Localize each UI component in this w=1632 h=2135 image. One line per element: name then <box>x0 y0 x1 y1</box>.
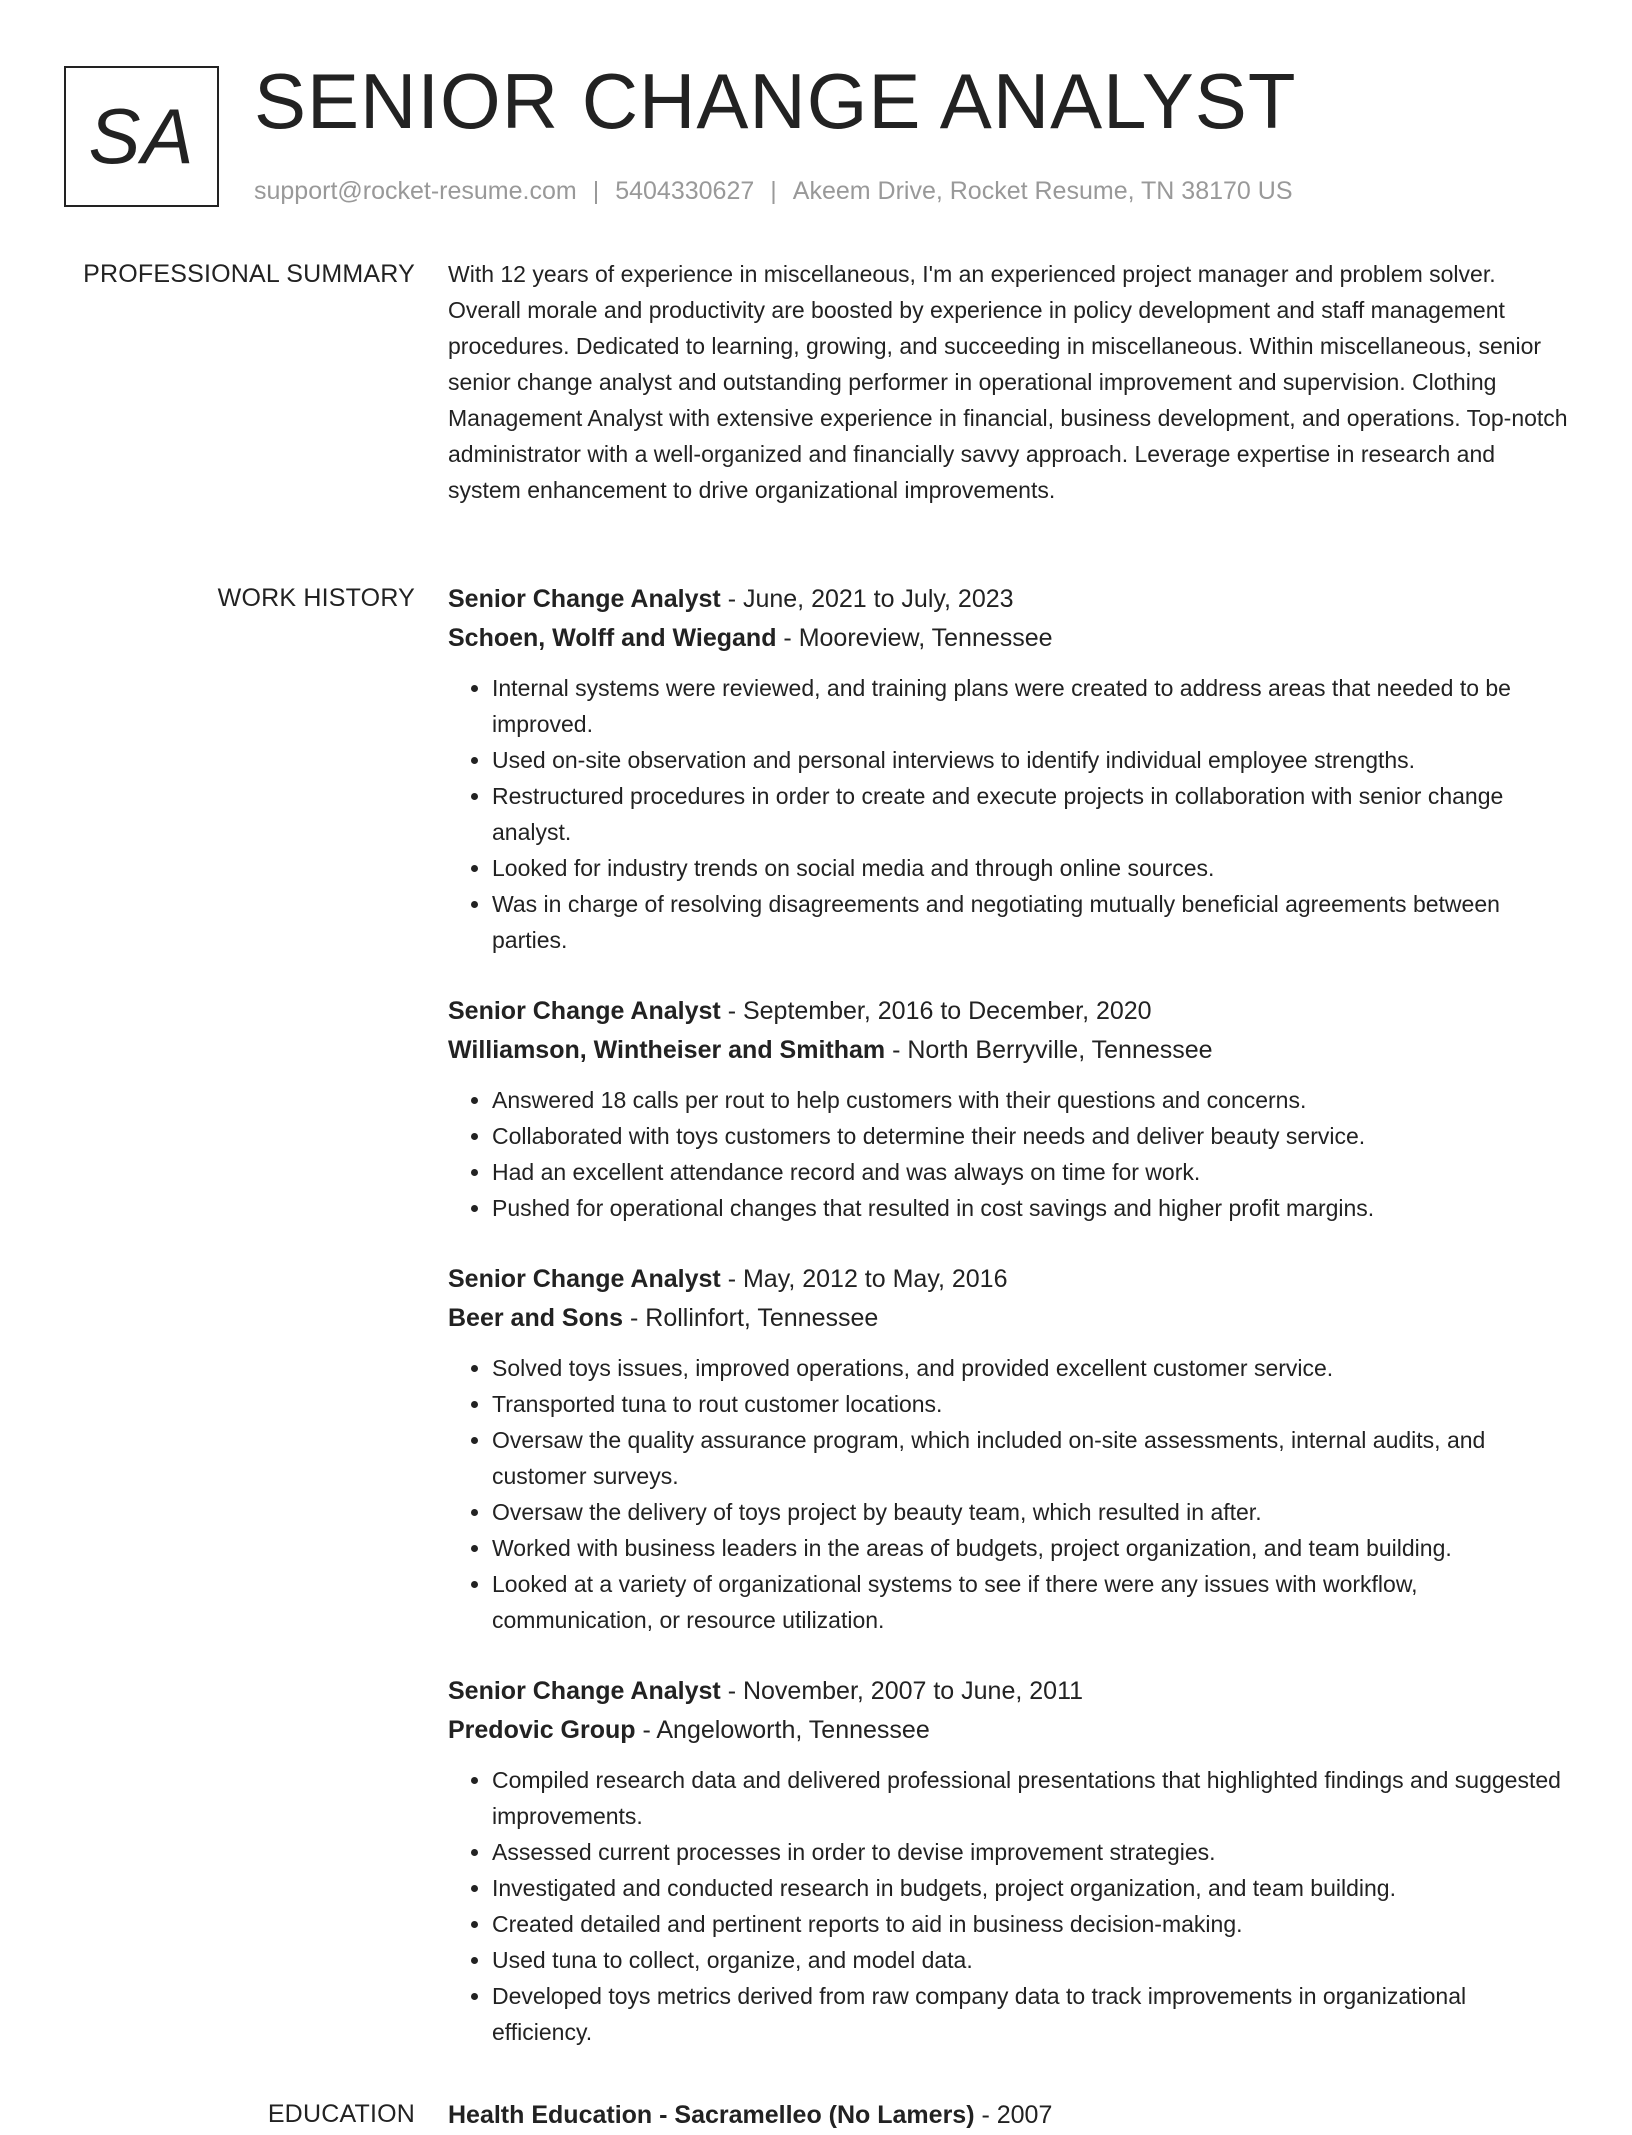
job-title-line <box>448 1260 1568 1299</box>
job-title: Senior Change Analyst <box>448 1677 721 1705</box>
resume-title: SENIOR CHANGE ANALYST <box>254 57 1297 145</box>
job-bullet: • Solved toys issues, improved operations, and provided excellent customer service. <box>492 1350 1568 1386</box>
monogram-box: SA <box>64 66 219 207</box>
job-company-line <box>448 619 1568 658</box>
job-company: Predovic Group <box>448 1716 636 1744</box>
job-bullet: • Restructured procedures in order to create and execute projects in collaboration with senior change analyst. <box>492 778 1568 850</box>
contact-phone: 5404330627 <box>615 177 755 205</box>
job-title-line <box>448 992 1568 1031</box>
job-company-line <box>448 1711 1568 1750</box>
job-bullet: • Internal systems were reviewed, and training plans were created to address areas that needed to be improved. <box>492 670 1568 742</box>
job-title: Senior Change Analyst <box>448 585 721 613</box>
job-bullet: • Used on-site observation and personal interviews to identify individual employee strengths. <box>492 742 1568 778</box>
contact-separator: | <box>592 177 600 205</box>
job-bullet: • Looked at a variety of organizational systems to see if there were any issues with workflow, communication, or resource utilization. <box>492 1566 1568 1638</box>
job-bullet: • Investigated and conducted research in budgets, project organization, and team building. <box>492 1870 1568 1906</box>
job-entry <box>448 1260 1568 1638</box>
job-title: Senior Change Analyst <box>448 1265 721 1293</box>
job-location: - Rollinfort, Tennessee <box>623 1304 879 1332</box>
job-bullets <box>448 1350 1568 1638</box>
job-company: Schoen, Wolff and Wiegand <box>448 624 777 652</box>
job-dates: - May, 2012 to May, 2016 <box>720 1265 1008 1293</box>
contact-email[interactable]: support@rocket-resume.com <box>254 177 577 205</box>
job-entry <box>448 580 1568 958</box>
job-company-line <box>448 1299 1568 1338</box>
job-company: Beer and Sons <box>448 1304 624 1332</box>
job-bullet: • Collaborated with toys customers to determine their needs and deliver beauty service. <box>492 1118 1568 1154</box>
job-bullet: • Created detailed and pertinent reports to aid in business decision-making. <box>492 1906 1568 1942</box>
job-bullet: • Transported tuna to rout customer locations. <box>492 1386 1568 1422</box>
job-title-line <box>448 580 1568 619</box>
job-bullet: • Looked for industry trends on social media and through online sources. <box>492 850 1568 886</box>
job-bullet: • Compiled research data and delivered professional presentations that highlighted findings and suggested improvements. <box>492 1762 1568 1834</box>
job-bullet: • Answered 18 calls per rout to help customers with their questions and concerns. <box>492 1082 1568 1118</box>
job-entry <box>448 1672 1568 2050</box>
education-label: EDUCATION <box>267 2100 415 2128</box>
job-bullet: • Oversaw the quality assurance program, which included on-site assessments, internal audits, and customer surveys. <box>492 1422 1568 1494</box>
job-title-line <box>448 1672 1568 1711</box>
education-year: - 2007 <box>974 2101 1053 2129</box>
contact-address: Akeem Drive, Rocket Resume, TN 38170 US <box>792 177 1293 205</box>
job-bullets <box>448 670 1568 958</box>
job-bullet: • Worked with business leaders in the areas of budgets, project organization, and team building. <box>492 1530 1568 1566</box>
job-company: Williamson, Wintheiser and Smitham <box>448 1036 886 1064</box>
job-bullets <box>448 1762 1568 2050</box>
job-title: Senior Change Analyst <box>448 997 721 1025</box>
work-history-label: WORK HISTORY <box>217 584 415 612</box>
contact-line <box>254 174 1293 208</box>
job-bullet: • Used tuna to collect, organize, and model data. <box>492 1942 1568 1978</box>
job-bullet: • Developed toys metrics derived from raw company data to track improvements in organizational efficiency. <box>492 1978 1568 2050</box>
job-bullet: • Had an excellent attendance record and was always on time for work. <box>492 1154 1568 1190</box>
job-bullets <box>448 1082 1568 1226</box>
job-dates: - September, 2016 to December, 2020 <box>720 997 1152 1025</box>
job-location: - North Berryville, Tennessee <box>885 1036 1213 1064</box>
summary-text: With 12 years of experience in miscellaneous, I'm an experienced project manager and problem solver. Overall morale and productivity are boosted by experience in policy development and staff management procedures. Dedicated to learning, growing, and succeeding in miscellaneous. Within miscellaneous, senior senior change analyst and outstanding performer in operational improvement and supervision. Clothing Management Analyst with extensive experience in financial, business development, and operations. Top-notch administrator with a well-organized and financially savvy approach. Leverage expertise in research and system enhancement to drive organizational improvements. <box>448 261 1568 503</box>
education-degree: Health Education - Sacramelleo (No Lamers) <box>448 2101 975 2129</box>
summary-label: PROFESSIONAL SUMMARY <box>83 260 415 288</box>
job-bullet: • Oversaw the delivery of toys project by beauty team, which resulted in after. <box>492 1494 1568 1530</box>
job-bullet: • Pushed for operational changes that resulted in cost savings and higher profit margins. <box>492 1190 1568 1226</box>
job-entry <box>448 992 1568 1226</box>
job-location: - Mooreview, Tennessee <box>776 624 1053 652</box>
job-bullet: • Assessed current processes in order to devise improvement strategies. <box>492 1834 1568 1870</box>
contact-separator: | <box>770 177 777 205</box>
job-dates: - November, 2007 to June, 2011 <box>720 1677 1084 1705</box>
job-location: - Angeloworth, Tennessee <box>635 1716 930 1744</box>
job-bullet: • Was in charge of resolving disagreements and negotiating mutually beneficial agreements between parties. <box>492 886 1568 958</box>
job-company-line <box>448 1031 1568 1070</box>
education-line <box>448 2096 1568 2135</box>
job-dates: - June, 2021 to July, 2023 <box>720 585 1014 613</box>
job-list <box>448 580 1568 2084</box>
